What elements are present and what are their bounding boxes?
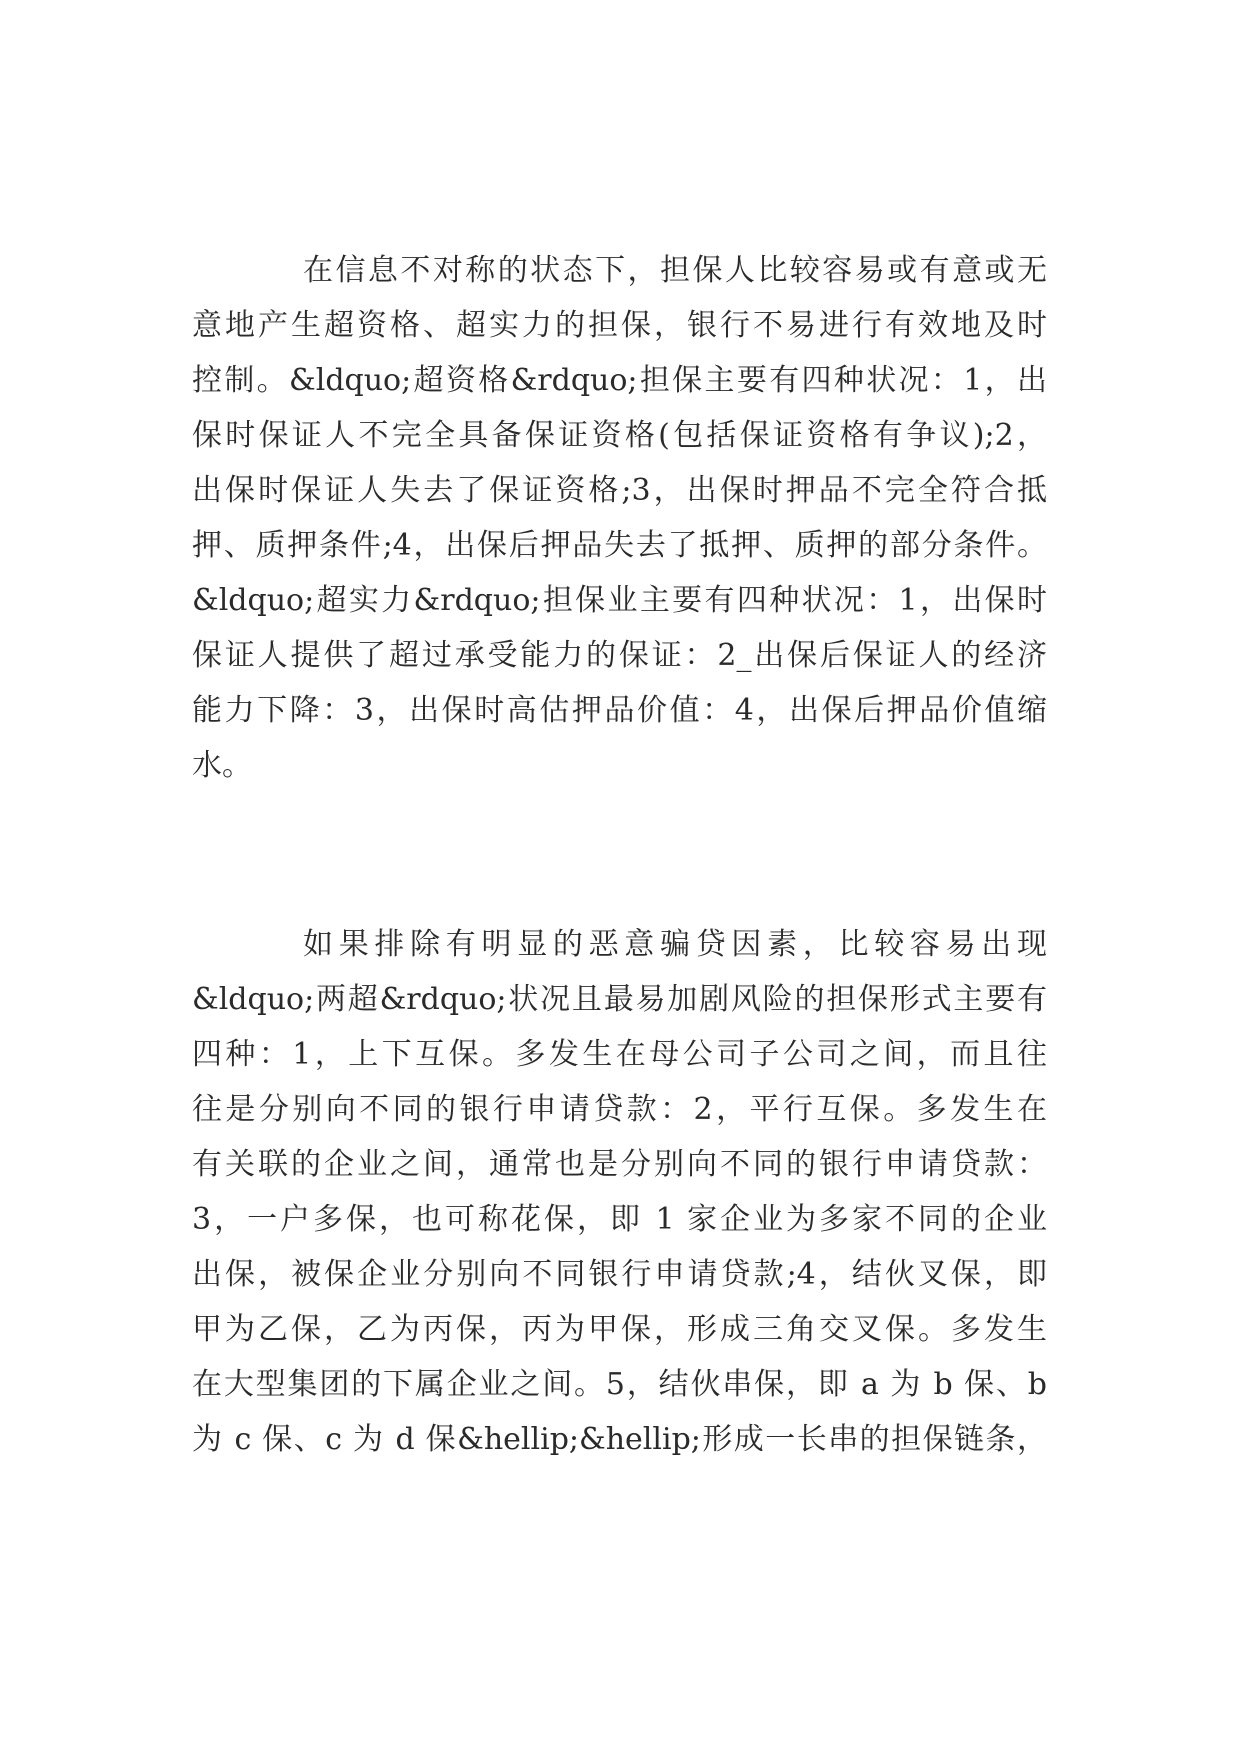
text-line: 往是分别向不同的银行申请贷款：2，平行互保。多发生在 (192, 1092, 1047, 1127)
text-line: 出保，被保企业分别向不同银行申请贷款;4，结伙叉保，即 (192, 1257, 1047, 1292)
text-line: 四种：1，上下互保。多发生在母公司子公司之间，而且往 (192, 1037, 1047, 1072)
text-line: 3，一户多保，也可称花保，即 1 家企业为多家不同的企业 (192, 1202, 1047, 1237)
text-line: 控制。&ldquo;超资格&rdquo;担保主要有四种状况：1，出 (192, 363, 1047, 398)
text-line: 为 c 保、c 为 d 保&hellip;&hellip;形成一长串的担保链条， (192, 1422, 1047, 1457)
text-line: 甲为乙保，乙为丙保，丙为甲保，形成三角交叉保。多发生 (192, 1312, 1047, 1347)
text-line: 水。 (192, 748, 252, 783)
text-line: 保证人提供了超过承受能力的保证：2_出保后保证人的经济 (192, 638, 1047, 673)
text-line: 意地产生超资格、超实力的担保，银行不易进行有效地及时 (192, 308, 1047, 343)
text-line: &ldquo;超实力&rdquo;担保业主要有四种状况：1，出保时 (192, 583, 1047, 618)
text-line: 押、质押条件;4，出保后押品失去了抵押、质押的部分条件。 (192, 528, 1047, 563)
text-line: 在信息不对称的状态下，担保人比较容易或有意或无 (303, 253, 1047, 288)
text-line: 出保时保证人失去了保证资格;3，出保时押品不完全符合抵 (192, 473, 1047, 508)
text-line: 保时保证人不完全具备保证资格(包括保证资格有争议);2， (192, 418, 1047, 453)
text-line: 有关联的企业之间，通常也是分别向不同的银行申请贷款： (192, 1147, 1047, 1182)
text-line: &ldquo;两超&rdquo;状况且最易加剧风险的担保形式主要有 (192, 982, 1047, 1017)
text-line: 能力下降：3，出保时高估押品价值：4，出保后押品价值缩 (192, 693, 1047, 728)
text-line: 如果排除有明显的恶意骗贷因素，比较容易出现 (303, 927, 1047, 962)
text-line: 在大型集团的下属企业之间。5，结伙串保，即 a 为 b 保、b (192, 1367, 1047, 1402)
